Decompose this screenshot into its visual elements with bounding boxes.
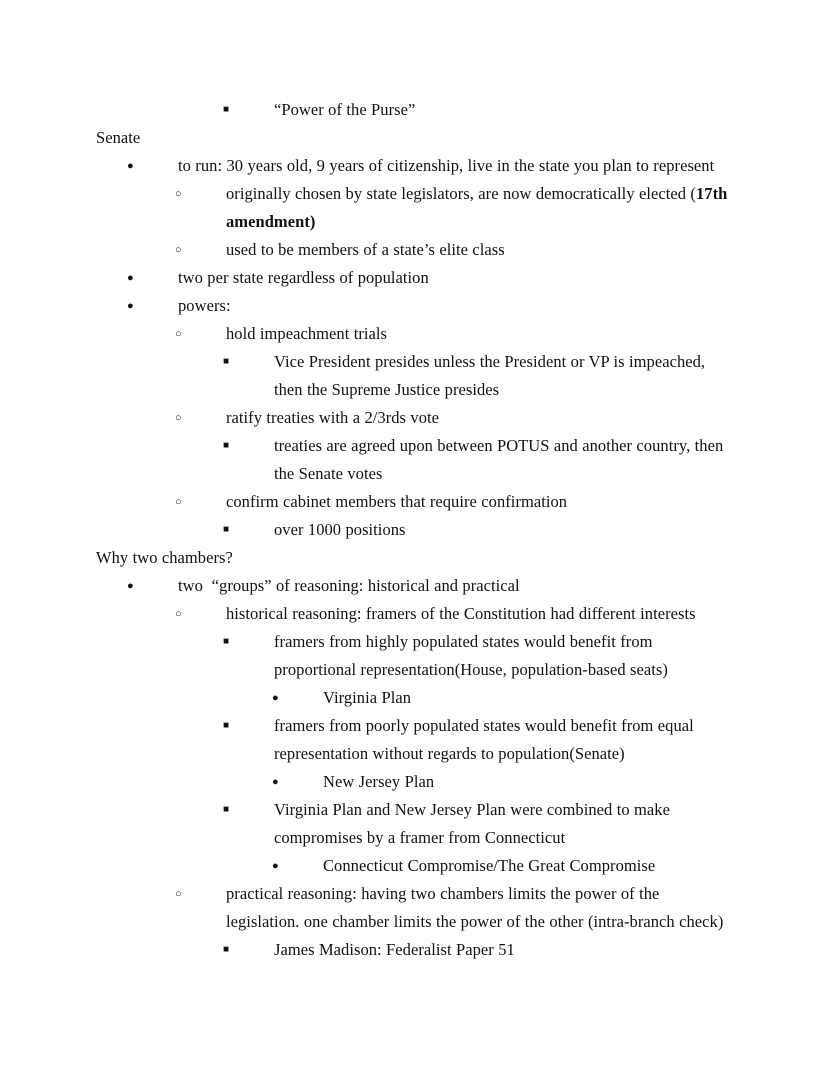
outline-text: ratify treaties with a 2/3rds vote [226, 408, 440, 427]
plain-text: originally chosen by state legislators, are now democratically elected ( [226, 184, 696, 203]
outline-text: Virginia Plan and New Jersey Plan were combined to make compromises by a framer from Connecticut [274, 800, 675, 847]
bullet-disc-icon [272, 684, 303, 712]
bullet-square-icon [223, 96, 254, 124]
outline-bullet-item [223, 96, 732, 124]
bullet-square-icon [223, 348, 254, 376]
outline-content [96, 96, 732, 964]
outline-bullet-item [175, 180, 732, 236]
outline-text: Vice President presides unless the President or VP is impeached, then the Supreme Justice presides [274, 352, 710, 399]
bullet-square-icon [223, 936, 254, 964]
bullet-square-icon [223, 712, 254, 740]
outline-text: Senate [96, 128, 141, 147]
outline-bullet-item [175, 320, 732, 348]
bullet-circle-icon [175, 880, 206, 908]
outline-bullet-item [175, 600, 732, 628]
outline-bullet-item [127, 292, 732, 320]
bullet-circle-icon [175, 600, 206, 628]
outline-bullet-item [223, 936, 732, 964]
outline-bullet-item [175, 404, 732, 432]
outline-text: used to be members of a state’s elite class [226, 240, 505, 259]
bullet-circle-icon [175, 236, 206, 264]
outline-text [226, 184, 732, 231]
outline-bullet-item [127, 572, 732, 600]
outline-text: Connecticut Compromise/The Great Compromise [323, 856, 656, 875]
outline-text: powers: [178, 296, 231, 315]
outline-heading [96, 124, 732, 152]
outline-text: to run: 30 years old, 9 years of citizenship, live in the state you plan to represent [178, 156, 715, 175]
outline-bullet-item [127, 152, 732, 180]
outline-bullet-item [272, 852, 732, 880]
outline-text: framers from highly populated states would benefit from proportional representation(House, population-based seats) [274, 632, 668, 679]
outline-text: historical reasoning: framers of the Constitution had different interests [226, 604, 696, 623]
outline-text: confirm cabinet members that require confirmation [226, 492, 568, 511]
outline-text: two per state regardless of population [178, 268, 429, 287]
bullet-disc-icon [127, 264, 158, 292]
outline-bullet-item [127, 264, 732, 292]
bullet-disc-icon [127, 572, 158, 600]
bullet-disc-icon [272, 852, 303, 880]
outline-text: hold impeachment trials [226, 324, 388, 343]
outline-bullet-item [175, 880, 732, 936]
bullet-circle-icon [175, 488, 206, 516]
bullet-square-icon [223, 432, 254, 460]
outline-bullet-item [272, 684, 732, 712]
bullet-disc-icon [272, 768, 303, 796]
outline-bullet-item [175, 236, 732, 264]
outline-text: “Power of the Purse” [274, 100, 416, 119]
bullet-square-icon [223, 516, 254, 544]
bullet-square-icon [223, 796, 254, 824]
bullet-disc-icon [127, 292, 158, 320]
outline-text: framers from poorly populated states would benefit from equal representation without regards to population(Senate) [274, 716, 699, 763]
outline-bullet-item [223, 628, 732, 684]
bullet-square-icon [223, 628, 254, 656]
outline-heading [96, 544, 732, 572]
outline-bullet-item [223, 516, 732, 544]
outline-bullet-item [223, 348, 732, 404]
outline-text: Virginia Plan [323, 688, 412, 707]
outline-bullet-item [223, 432, 732, 488]
outline-bullet-item [223, 796, 732, 852]
outline-bullet-item [175, 488, 732, 516]
outline-text: treaties are agreed upon between POTUS and another country, then the Senate votes [274, 436, 728, 483]
outline-text: two “groups” of reasoning: historical and practical [178, 576, 520, 595]
outline-text: New Jersey Plan [323, 772, 435, 791]
emphasis-text: 17th amendment) [226, 184, 732, 231]
outline-bullet-item [272, 768, 732, 796]
bullet-circle-icon [175, 180, 206, 208]
outline-text: James Madison: Federalist Paper 51 [274, 940, 515, 959]
bullet-disc-icon [127, 152, 158, 180]
outline-text: practical reasoning: having two chambers limits the power of the legislation. one chamber limits the power of the other (intra-branch check) [226, 884, 724, 931]
outline-text: Why two chambers? [96, 548, 233, 567]
outline-bullet-item [223, 712, 732, 768]
bullet-circle-icon [175, 320, 206, 348]
outline-text: over 1000 positions [274, 520, 406, 539]
bullet-circle-icon [175, 404, 206, 432]
